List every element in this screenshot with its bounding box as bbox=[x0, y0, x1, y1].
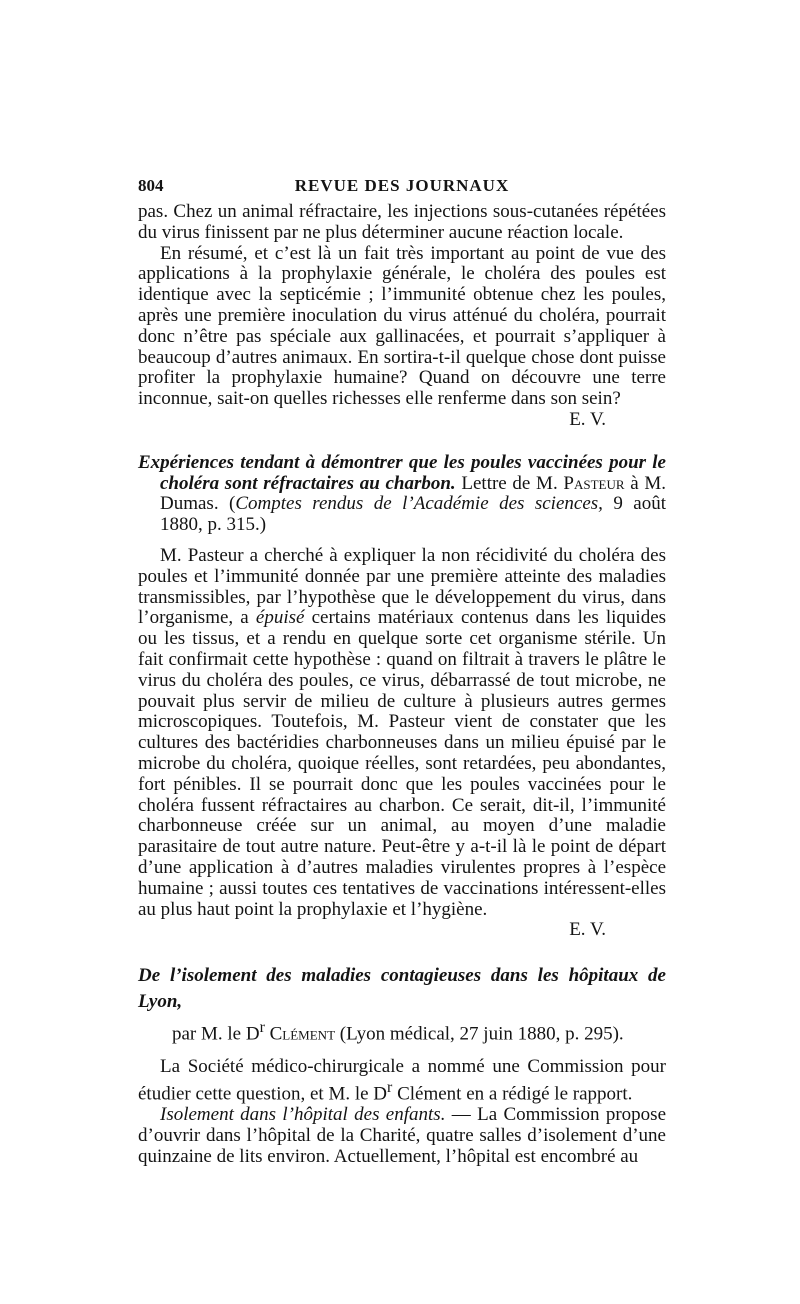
page bbox=[138, 176, 666, 1168]
paragraph: En résumé, et c’est là un fait très important au point de vue des applications à la prophylaxie générale, le choléra des poules est identique avec la septicémie ; l’immunité obtenue chez les poules, après une première inoculation du virus atténué du choléra, pourrait donc n’être pas spéciale aux gallinacées, et pourrait s’appliquer à beaucoup d’autres animaux. En sortira-t-il quelque chose dont puisse profiter la prophylaxie humaine? Quand on découvre une terre inconnue, sait-on quelles richesses elle renferme dans son sein? bbox=[138, 242, 666, 410]
article-heading bbox=[138, 963, 666, 1047]
superscript: r bbox=[259, 1019, 265, 1037]
letter-prefix: Lettre de M. bbox=[461, 472, 558, 494]
journal-name: Comptes rendus de l’Académie des sciences, bbox=[235, 493, 603, 515]
paragraph-text: Clément en a rédigé le rapport. bbox=[392, 1083, 633, 1105]
paragraph bbox=[138, 1057, 666, 1105]
article-title: De l’isolement des maladies contagieuses dans les hôpitaux de Lyon, bbox=[138, 965, 666, 1013]
author-name: Clément bbox=[269, 1023, 336, 1045]
page-header bbox=[138, 176, 666, 202]
superscript: r bbox=[387, 1079, 393, 1097]
paragraph-text: certains matériaux contenus dans les liquides ou les tissus, et a rendu en quelque sorte cet organisme stérile. Un fait confirmait cette hypothèse : quand on filtrait à travers le plâtre le virus du choléra des poules, ce virus, débarrassé de tout microbe, ne pouvait plus servir de milieu de culture à plusieurs autres germes microscopiques. Toutefois, M. Pasteur vient de constater que les cultures des bactéridies charbonneuses dans un milieu épuisé par le microbe du choléra, quoique réelles, sont retardées, peu abondantes, fort pénibles. Il se pourrait donc que les poules vaccinées pour le choléra fussent réfractaires au charbon. Ce serait, dit-il, l’immunité charbonneuse créée sur un animal, au moyen d’une maladie parasitaire de tout autre nature. Peut-être y a-t-il là le point de départ d’une application à d’autres maladies virulentes propres à l’espèce humaine ; aussi toutes ces tentatives de vaccinations intéressent-elles au plus haut point la prophylaxie et l’hygiène. bbox=[138, 607, 667, 920]
paragraph-text: La Société médico-chirurgicale a nommé une Commission pour étudier cette question, et M. le D bbox=[138, 1056, 666, 1105]
paragraph-text: — La Commission propose d’ouvrir dans l’hôpital de la Charité, quatre salles d’isolement d’une quinzaine de lits environ. Actuellement, l’hôpital est encombré au bbox=[138, 1104, 667, 1167]
citation: (Lyon médical, 27 juin 1880, p. 295). bbox=[339, 1023, 624, 1045]
paragraph: pas. Chez un animal réfractaire, les injections sous-cutanées répétées du virus finissent par ne plus déterminer aucune réaction locale. bbox=[138, 201, 666, 243]
signature: E. V. bbox=[569, 919, 606, 941]
byline-prefix: par M. le D bbox=[172, 1023, 260, 1045]
page-number: 804 bbox=[138, 176, 164, 195]
subheading: Isolement dans l’hôpital des enfants. bbox=[160, 1104, 446, 1126]
paragraph bbox=[138, 546, 666, 920]
emphasis: épuisé bbox=[255, 607, 305, 629]
signature: E. V. bbox=[569, 408, 606, 430]
article-title: Expériences tendant à démontrer que les poules vaccinées pour le choléra sont réfractaires au charbon. bbox=[138, 451, 666, 494]
article-heading bbox=[138, 453, 666, 536]
paragraph-text: M. Pasteur a cherché à expliquer la non récidivité du choléra des poules et l’immunité donnée par une première atteinte des maladies transmissibles, par l’hypothèse que le développement du virus, dans l’organisme, a bbox=[138, 544, 666, 629]
running-title: REVUE DES JOURNAUX bbox=[294, 176, 510, 195]
paragraph bbox=[138, 1105, 666, 1167]
citation: 9 août 1880, p. 315.) bbox=[160, 493, 667, 536]
byline bbox=[138, 1015, 666, 1047]
letter-mid: à M. Dumas. ( bbox=[160, 472, 667, 515]
author-name: Pasteur bbox=[563, 472, 625, 494]
